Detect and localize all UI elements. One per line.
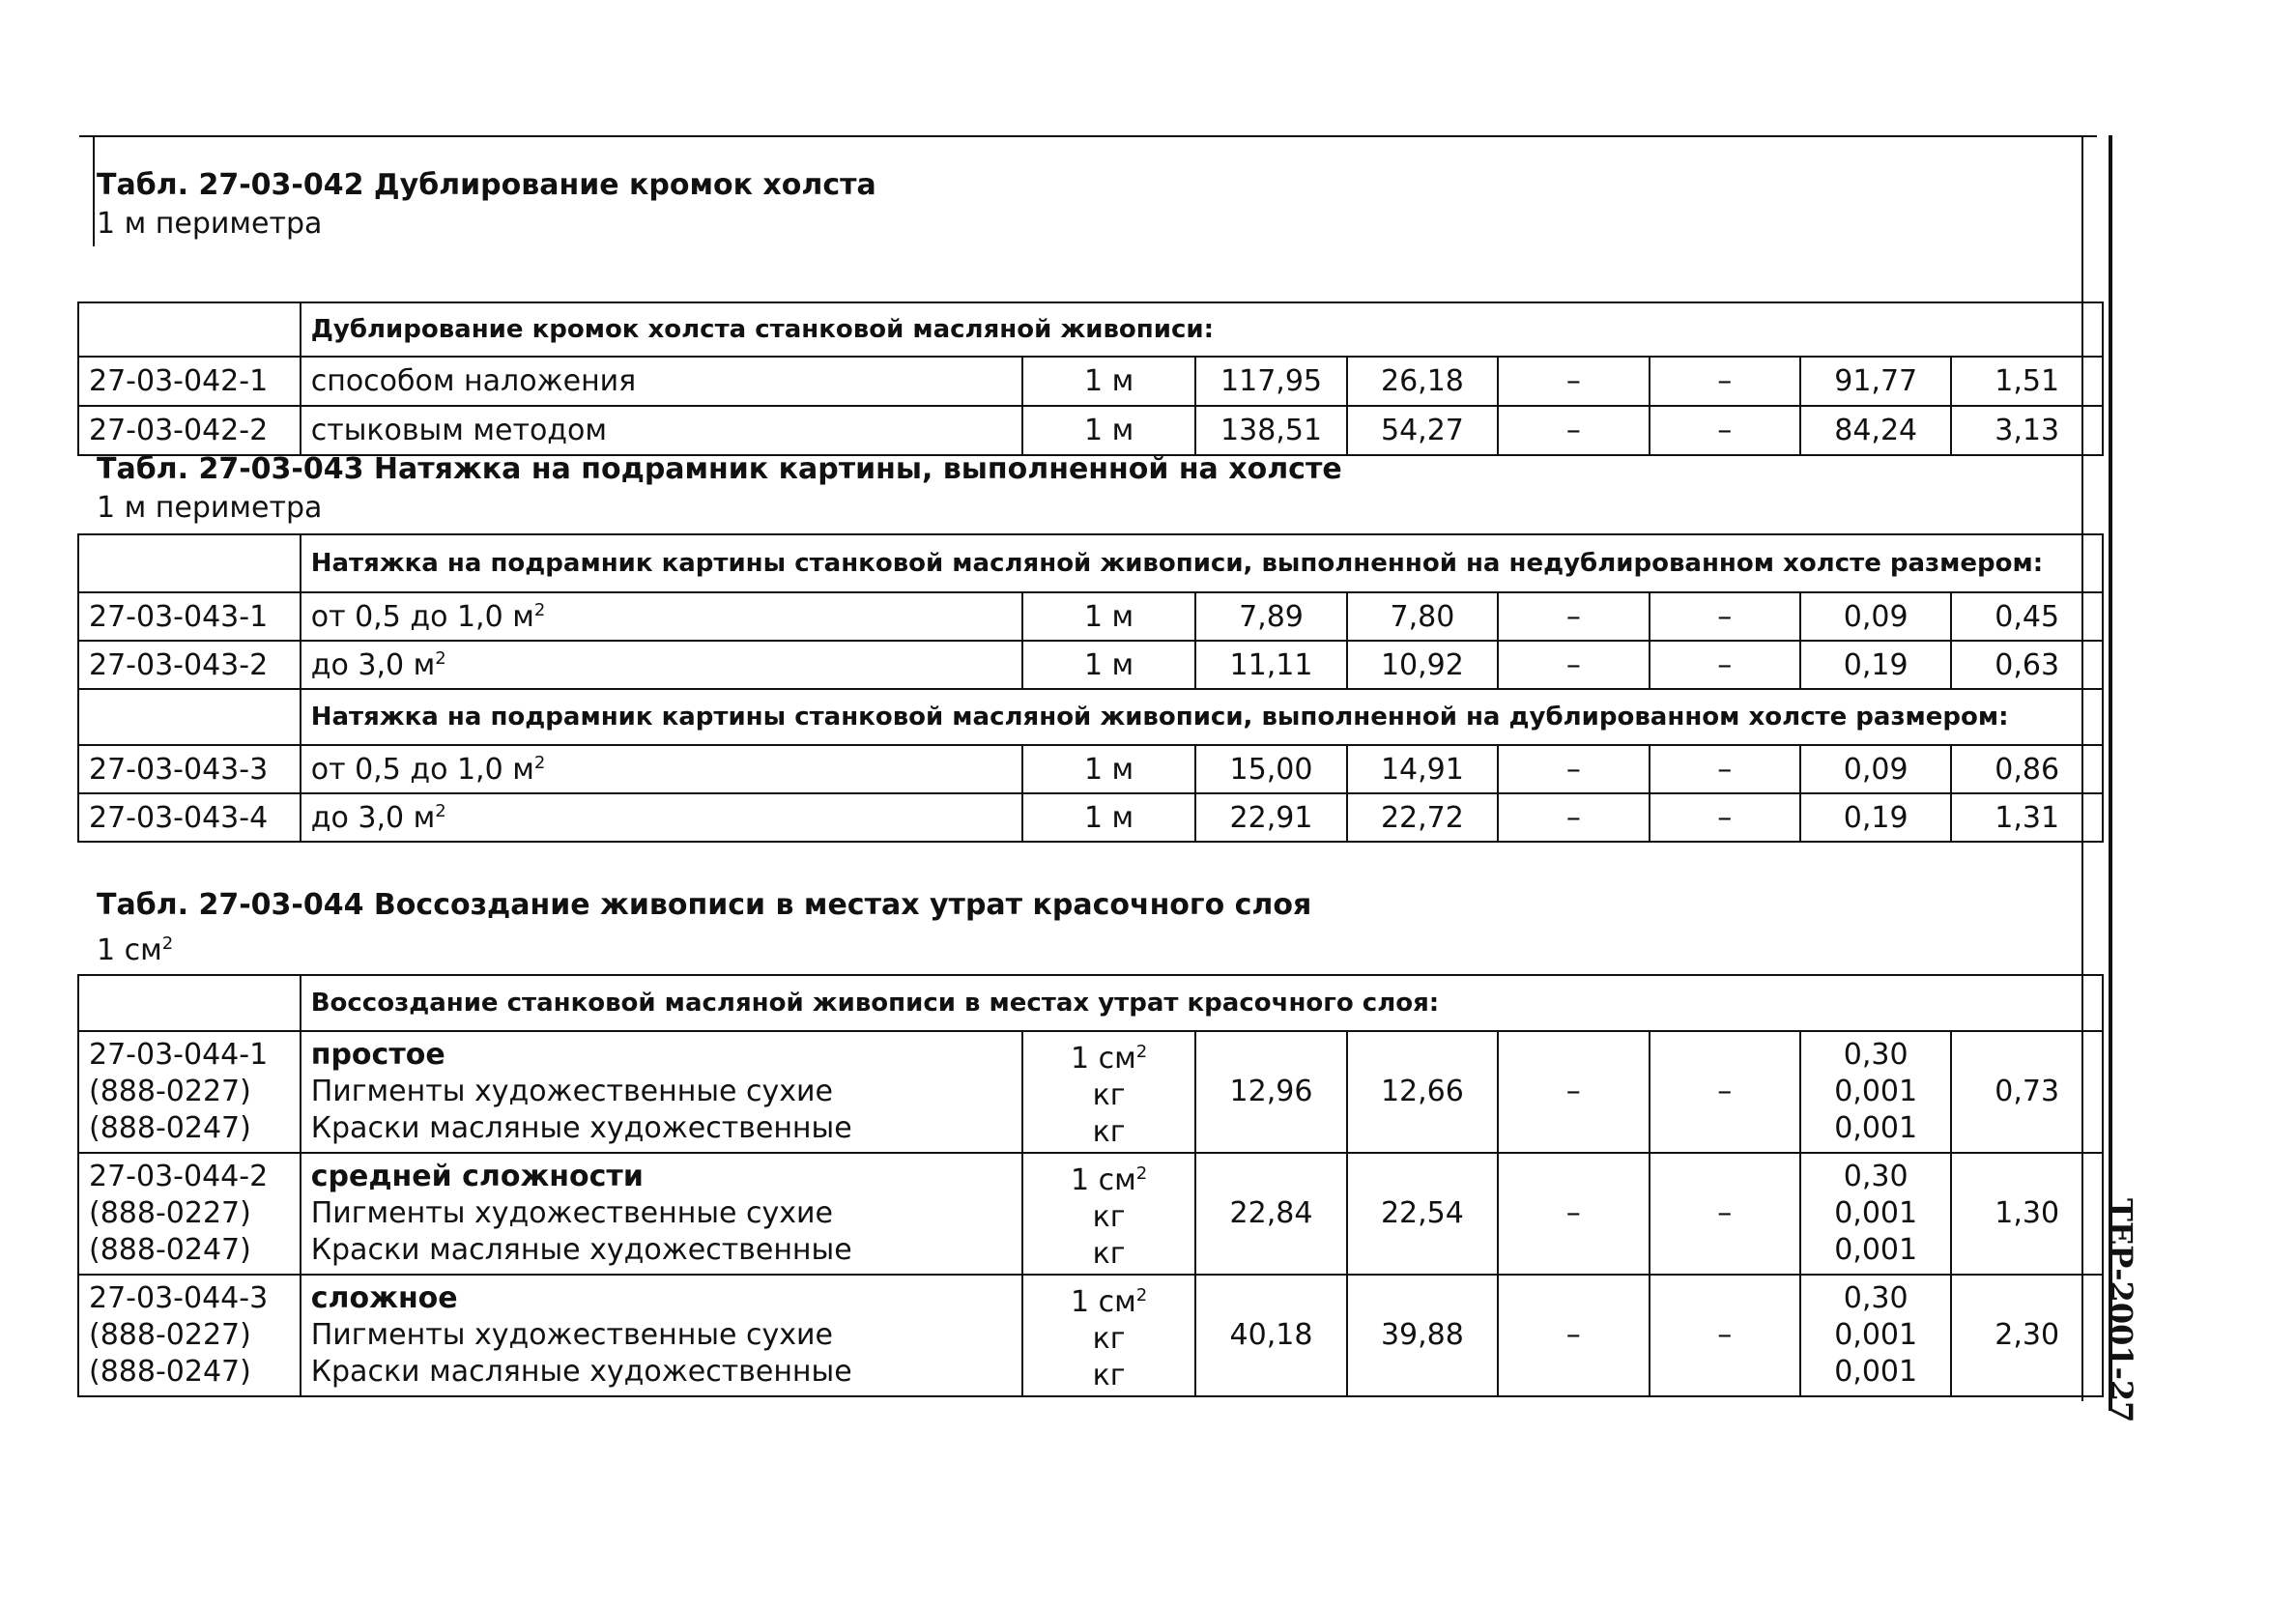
row-name-cell bbox=[301, 745, 1022, 793]
table-043-heading bbox=[97, 450, 1342, 528]
row-unit: 1 см bbox=[1070, 1162, 1136, 1197]
sub-name: Краски масляные художественные bbox=[310, 1355, 852, 1389]
row-code-cell bbox=[78, 1031, 301, 1153]
group-header-row bbox=[78, 975, 2103, 1031]
row-name: сложное bbox=[310, 1281, 458, 1315]
row-unit: 1 м bbox=[1022, 793, 1195, 842]
row-v5: 0,19 bbox=[1800, 641, 1951, 689]
row-v3: – bbox=[1498, 406, 1649, 455]
row-v5-cell bbox=[1800, 1275, 1951, 1396]
row-v1: 117,95 bbox=[1195, 357, 1346, 406]
row-v5: 0,30 bbox=[1843, 1281, 1909, 1315]
table-row bbox=[78, 745, 2103, 793]
table-row bbox=[78, 1031, 2103, 1153]
row-v6: 2,30 bbox=[1951, 1275, 2103, 1396]
row-v3: – bbox=[1498, 592, 1649, 641]
sub-v5: 0,001 bbox=[1834, 1318, 1918, 1352]
sub-code: (888-0227) bbox=[89, 1075, 251, 1108]
row-v6: 3,13 bbox=[1951, 406, 2103, 455]
table-042 bbox=[77, 301, 2104, 456]
row-v4: – bbox=[1650, 406, 1800, 455]
row-name-cell bbox=[301, 641, 1022, 689]
row-name-cell bbox=[301, 1031, 1022, 1153]
row-v3: – bbox=[1498, 1031, 1649, 1153]
sub-unit: кг bbox=[1092, 1114, 1126, 1149]
row-v2: 54,27 bbox=[1347, 406, 1498, 455]
document-code: ТЕР-2001-27 bbox=[2103, 1198, 2139, 1423]
group-header: Дублирование кромок холста станковой масляной живописи: bbox=[301, 302, 2103, 357]
row-v5: 0,09 bbox=[1800, 745, 1951, 793]
row-code: 27-03-042-1 bbox=[78, 357, 301, 406]
table-044-unit: 1 см bbox=[97, 933, 162, 967]
sub-unit: кг bbox=[1092, 1358, 1126, 1392]
row-v6: 1,30 bbox=[1951, 1153, 2103, 1275]
row-code: 27-03-043-3 bbox=[78, 745, 301, 793]
row-v1: 11,11 bbox=[1195, 641, 1346, 689]
sub-unit: кг bbox=[1092, 1236, 1126, 1271]
row-v3: – bbox=[1498, 745, 1649, 793]
superscript: 2 bbox=[1135, 1041, 1148, 1062]
row-name-cell bbox=[301, 793, 1022, 842]
row-v4: – bbox=[1650, 1153, 1800, 1275]
row-v5-cell bbox=[1800, 1153, 1951, 1275]
row-code: 27-03-044-1 bbox=[89, 1038, 269, 1072]
row-unit-cell bbox=[1022, 1153, 1195, 1275]
row-v4: – bbox=[1650, 641, 1800, 689]
sub-unit: кг bbox=[1092, 1321, 1126, 1356]
superscript: 2 bbox=[1135, 1284, 1148, 1306]
row-v1: 12,96 bbox=[1195, 1031, 1346, 1153]
group-header-row bbox=[78, 302, 2103, 357]
row-name: от 0,5 до 1,0 м bbox=[310, 752, 534, 787]
row-v6: 0,63 bbox=[1951, 641, 2103, 689]
table-row bbox=[78, 641, 2103, 689]
row-unit-cell bbox=[1022, 1275, 1195, 1396]
row-v1: 15,00 bbox=[1195, 745, 1346, 793]
sub-name: Пигменты художественные сухие bbox=[310, 1318, 833, 1352]
row-v3: – bbox=[1498, 1153, 1649, 1275]
row-v1: 40,18 bbox=[1195, 1275, 1346, 1396]
row-code-cell bbox=[78, 1275, 301, 1396]
row-unit-line bbox=[1033, 1156, 1185, 1199]
superscript: 2 bbox=[533, 752, 546, 773]
sub-code: (888-0247) bbox=[89, 1233, 251, 1267]
row-name-cell bbox=[301, 1153, 1022, 1275]
row-code: 27-03-043-2 bbox=[78, 641, 301, 689]
group-header-row bbox=[78, 534, 2103, 592]
table-042-heading bbox=[97, 166, 876, 244]
table-row bbox=[78, 592, 2103, 641]
row-v4: – bbox=[1650, 357, 1800, 406]
row-unit: 1 м bbox=[1022, 357, 1195, 406]
sub-name: Краски масляные художественные bbox=[310, 1233, 852, 1267]
row-v3: – bbox=[1498, 641, 1649, 689]
group-header: Воссоздание станковой масляной живописи в местах утрат красочного слоя: bbox=[301, 975, 2103, 1031]
row-v2: 7,80 bbox=[1347, 592, 1498, 641]
table-043-unit: 1 м периметра bbox=[97, 491, 323, 525]
sub-code: (888-0227) bbox=[89, 1196, 251, 1230]
row-v2: 22,72 bbox=[1347, 793, 1498, 842]
sub-v5: 0,001 bbox=[1834, 1075, 1918, 1108]
row-v4: – bbox=[1650, 745, 1800, 793]
row-name: от 0,5 до 1,0 м bbox=[310, 599, 534, 634]
row-unit: 1 м bbox=[1022, 592, 1195, 641]
table-row bbox=[78, 1153, 2103, 1275]
row-v5: 0,30 bbox=[1843, 1160, 1909, 1193]
row-v6: 0,73 bbox=[1951, 1031, 2103, 1153]
superscript: 2 bbox=[161, 933, 174, 954]
sub-unit: кг bbox=[1092, 1077, 1126, 1112]
sub-v5: 0,001 bbox=[1834, 1111, 1918, 1145]
row-unit: 1 см bbox=[1070, 1284, 1136, 1319]
sub-name: Пигменты художественные сухие bbox=[310, 1196, 833, 1230]
row-unit: 1 м bbox=[1022, 406, 1195, 455]
row-v5: 0,09 bbox=[1800, 592, 1951, 641]
row-v4: – bbox=[1650, 793, 1800, 842]
table-044 bbox=[77, 974, 2104, 1397]
superscript: 2 bbox=[435, 800, 446, 821]
row-v2: 10,92 bbox=[1347, 641, 1498, 689]
row-v4: – bbox=[1650, 592, 1800, 641]
row-code-cell bbox=[78, 1153, 301, 1275]
superscript: 2 bbox=[435, 647, 446, 669]
row-v3: – bbox=[1498, 1275, 1649, 1396]
row-v2: 39,88 bbox=[1347, 1275, 1498, 1396]
row-v6: 0,45 bbox=[1951, 592, 2103, 641]
sub-v5: 0,001 bbox=[1834, 1196, 1918, 1230]
row-v1: 22,84 bbox=[1195, 1153, 1346, 1275]
row-v5: 84,24 bbox=[1800, 406, 1951, 455]
group-header: Натяжка на подрамник картины станковой масляной живописи, выполненной на дублированном холсте размером: bbox=[301, 689, 2103, 745]
table-044-unit-line bbox=[97, 925, 1311, 970]
table-044-title: Табл. 27-03-044 Воссоздание живописи в местах утрат красочного слоя bbox=[97, 888, 1312, 922]
row-v6: 0,86 bbox=[1951, 745, 2103, 793]
row-code: 27-03-044-2 bbox=[89, 1160, 269, 1193]
table-row bbox=[78, 357, 2103, 406]
row-v2: 26,18 bbox=[1347, 357, 1498, 406]
sub-name: Краски масляные художественные bbox=[310, 1111, 852, 1145]
row-unit-cell bbox=[1022, 1031, 1195, 1153]
row-v5-cell bbox=[1800, 1031, 1951, 1153]
row-v4: – bbox=[1650, 1031, 1800, 1153]
row-v4: – bbox=[1650, 1275, 1800, 1396]
row-v3: – bbox=[1498, 357, 1649, 406]
row-unit-line bbox=[1033, 1277, 1185, 1321]
table-row bbox=[78, 793, 2103, 842]
superscript: 2 bbox=[533, 599, 546, 620]
table-044-heading bbox=[97, 886, 1311, 970]
row-name: стыковым методом bbox=[301, 406, 1022, 455]
table-042-title: Табл. 27-03-042 Дублирование кромок холста bbox=[97, 168, 876, 202]
sub-v5: 0,001 bbox=[1834, 1355, 1918, 1389]
row-v2: 12,66 bbox=[1347, 1031, 1498, 1153]
sub-unit: кг bbox=[1092, 1199, 1126, 1234]
row-v5: 0,19 bbox=[1800, 793, 1951, 842]
table-row bbox=[78, 1275, 2103, 1396]
row-v2: 14,91 bbox=[1347, 745, 1498, 793]
table-043 bbox=[77, 533, 2104, 843]
row-v6: 1,31 bbox=[1951, 793, 2103, 842]
row-name: до 3,0 м bbox=[310, 800, 436, 835]
sub-code: (888-0227) bbox=[89, 1318, 251, 1352]
row-code: 27-03-042-2 bbox=[78, 406, 301, 455]
sub-code: (888-0247) bbox=[89, 1111, 251, 1145]
row-unit: 1 см bbox=[1070, 1041, 1136, 1076]
row-code: 27-03-044-3 bbox=[89, 1281, 269, 1315]
row-v5: 0,30 bbox=[1843, 1038, 1909, 1072]
row-v1: 7,89 bbox=[1195, 592, 1346, 641]
row-name-cell bbox=[301, 592, 1022, 641]
table-043-title: Табл. 27-03-043 Натяжка на подрамник картины, выполненной на холсте bbox=[97, 452, 1342, 486]
row-v2: 22,54 bbox=[1347, 1153, 1498, 1275]
row-unit-line bbox=[1033, 1034, 1185, 1077]
row-unit: 1 м bbox=[1022, 641, 1195, 689]
row-v1: 22,91 bbox=[1195, 793, 1346, 842]
row-unit: 1 м bbox=[1022, 745, 1195, 793]
table-042-unit: 1 м периметра bbox=[97, 207, 323, 241]
group-header: Натяжка на подрамник картины станковой масляной живописи, выполненной на недублированном холсте размером: bbox=[301, 534, 2103, 592]
sub-v5: 0,001 bbox=[1834, 1233, 1918, 1267]
row-code: 27-03-043-4 bbox=[78, 793, 301, 842]
superscript: 2 bbox=[1135, 1162, 1148, 1184]
row-v3: – bbox=[1498, 793, 1649, 842]
sub-code: (888-0247) bbox=[89, 1355, 251, 1389]
frame-line-left bbox=[93, 135, 95, 246]
table-row bbox=[78, 406, 2103, 455]
row-name: до 3,0 м bbox=[310, 647, 436, 682]
row-v6: 1,51 bbox=[1951, 357, 2103, 406]
row-v1: 138,51 bbox=[1195, 406, 1346, 455]
row-name: простое bbox=[310, 1038, 445, 1072]
row-name: средней сложности bbox=[310, 1160, 644, 1193]
row-v5: 91,77 bbox=[1800, 357, 1951, 406]
group-header-row bbox=[78, 689, 2103, 745]
row-name-cell bbox=[301, 1275, 1022, 1396]
sub-name: Пигменты художественные сухие bbox=[310, 1075, 833, 1108]
row-code: 27-03-043-1 bbox=[78, 592, 301, 641]
row-name: способом наложения bbox=[301, 357, 1022, 406]
